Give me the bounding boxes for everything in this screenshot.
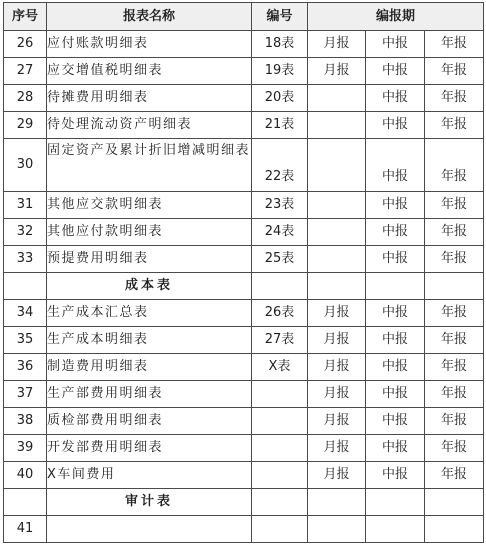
row-midyear-report: 中报 bbox=[366, 435, 425, 462]
row-report-name: 生产部费用明细表 bbox=[47, 381, 252, 408]
row-report-name: 其他应交款明细表 bbox=[47, 192, 252, 219]
section-title: 审计表 bbox=[47, 489, 252, 516]
row-annual-report: 年报 bbox=[425, 381, 484, 408]
table-row bbox=[4, 381, 484, 408]
table-row bbox=[4, 31, 484, 58]
table-cell bbox=[366, 489, 425, 516]
row-midyear-report: 中报 bbox=[366, 58, 425, 85]
report-schedule-table bbox=[3, 2, 484, 543]
row-annual-report: 年报 bbox=[425, 408, 484, 435]
row-annual-report: 年报 bbox=[425, 435, 484, 462]
row-monthly-report bbox=[308, 516, 366, 543]
table-cell bbox=[252, 273, 308, 300]
table-row bbox=[4, 112, 484, 139]
row-midyear-report: 中报 bbox=[366, 462, 425, 489]
row-monthly-report: 月报 bbox=[308, 408, 366, 435]
row-monthly-report bbox=[308, 219, 366, 246]
row-annual-report: 年报 bbox=[425, 58, 484, 85]
row-monthly-report bbox=[308, 139, 366, 192]
row-midyear-report: 中报 bbox=[366, 327, 425, 354]
row-monthly-report: 月报 bbox=[308, 327, 366, 354]
table-body bbox=[4, 31, 484, 543]
row-seq: 27 bbox=[4, 58, 47, 85]
row-monthly-report: 月报 bbox=[308, 462, 366, 489]
row-annual-report: 年报 bbox=[425, 139, 484, 192]
row-report-name: 生产成本汇总表 bbox=[47, 300, 252, 327]
row-report-name: 质检部费用明细表 bbox=[47, 408, 252, 435]
row-seq: 32 bbox=[4, 219, 47, 246]
table-row bbox=[4, 246, 484, 273]
row-midyear-report: 中报 bbox=[366, 31, 425, 58]
row-monthly-report bbox=[308, 112, 366, 139]
row-midyear-report: 中报 bbox=[366, 300, 425, 327]
row-report-name: 待处理流动资产明细表 bbox=[47, 112, 252, 139]
row-midyear-report: 中报 bbox=[366, 408, 425, 435]
row-annual-report bbox=[425, 516, 484, 543]
section-row bbox=[4, 489, 484, 516]
row-seq: 31 bbox=[4, 192, 47, 219]
header-seq: 序号 bbox=[4, 3, 47, 31]
table-cell bbox=[4, 489, 47, 516]
row-report-name: 制造费用明细表 bbox=[47, 354, 252, 381]
table-row bbox=[4, 327, 484, 354]
row-code: 23表 bbox=[252, 192, 308, 219]
row-code: 20表 bbox=[252, 85, 308, 112]
table-header-row bbox=[4, 3, 484, 31]
row-annual-report: 年报 bbox=[425, 31, 484, 58]
row-midyear-report: 中报 bbox=[366, 192, 425, 219]
row-code: 21表 bbox=[252, 112, 308, 139]
table-row bbox=[4, 219, 484, 246]
table-row bbox=[4, 516, 484, 543]
row-code: 25表 bbox=[252, 246, 308, 273]
row-code: 27表 bbox=[252, 327, 308, 354]
row-seq: 29 bbox=[4, 112, 47, 139]
row-midyear-report bbox=[366, 516, 425, 543]
row-seq: 34 bbox=[4, 300, 47, 327]
table-cell bbox=[425, 273, 484, 300]
row-monthly-report: 月报 bbox=[308, 300, 366, 327]
header-report-name: 报表名称 bbox=[47, 3, 252, 31]
row-code: 24表 bbox=[252, 219, 308, 246]
row-seq: 33 bbox=[4, 246, 47, 273]
row-annual-report: 年报 bbox=[425, 462, 484, 489]
table-row bbox=[4, 300, 484, 327]
row-annual-report: 年报 bbox=[425, 300, 484, 327]
row-annual-report: 年报 bbox=[425, 85, 484, 112]
row-seq: 36 bbox=[4, 354, 47, 381]
row-seq: 28 bbox=[4, 85, 47, 112]
row-annual-report: 年报 bbox=[425, 327, 484, 354]
table-cell bbox=[425, 489, 484, 516]
row-seq: 40 bbox=[4, 462, 47, 489]
table-cell bbox=[366, 273, 425, 300]
row-report-name: 待摊费用明细表 bbox=[47, 85, 252, 112]
row-monthly-report: 月报 bbox=[308, 381, 366, 408]
row-seq: 30 bbox=[4, 139, 47, 192]
row-report-name: 固定资产及累计折旧增减明细表 bbox=[47, 139, 252, 192]
row-monthly-report bbox=[308, 246, 366, 273]
row-seq: 39 bbox=[4, 435, 47, 462]
row-report-name: 开发部费用明细表 bbox=[47, 435, 252, 462]
row-annual-report: 年报 bbox=[425, 354, 484, 381]
table-cell bbox=[308, 489, 366, 516]
row-midyear-report: 中报 bbox=[366, 219, 425, 246]
table-cell bbox=[308, 273, 366, 300]
table-row bbox=[4, 354, 484, 381]
row-monthly-report: 月报 bbox=[308, 58, 366, 85]
row-code bbox=[252, 408, 308, 435]
row-code: 19表 bbox=[252, 58, 308, 85]
table-row bbox=[4, 85, 484, 112]
row-annual-report: 年报 bbox=[425, 112, 484, 139]
header-code: 编号 bbox=[252, 3, 308, 31]
row-report-name: 应交增值税明细表 bbox=[47, 58, 252, 85]
row-code: 18表 bbox=[252, 31, 308, 58]
row-seq: 37 bbox=[4, 381, 47, 408]
table-cell bbox=[252, 489, 308, 516]
table-row bbox=[4, 435, 484, 462]
row-midyear-report: 中报 bbox=[366, 139, 425, 192]
row-midyear-report: 中报 bbox=[366, 381, 425, 408]
section-row bbox=[4, 273, 484, 300]
row-seq: 35 bbox=[4, 327, 47, 354]
section-title: 成本表 bbox=[47, 273, 252, 300]
row-code bbox=[252, 435, 308, 462]
row-code: X表 bbox=[252, 354, 308, 381]
row-code: 22表 bbox=[252, 139, 308, 192]
row-report-name: 预提费用明细表 bbox=[47, 246, 252, 273]
row-midyear-report: 中报 bbox=[366, 354, 425, 381]
table-cell bbox=[4, 273, 47, 300]
row-code bbox=[252, 462, 308, 489]
row-monthly-report: 月报 bbox=[308, 354, 366, 381]
row-report-name: 应付账款明细表 bbox=[47, 31, 252, 58]
row-monthly-report bbox=[308, 85, 366, 112]
table-row bbox=[4, 408, 484, 435]
row-annual-report: 年报 bbox=[425, 192, 484, 219]
row-code: 26表 bbox=[252, 300, 308, 327]
row-monthly-report bbox=[308, 192, 366, 219]
row-report-name: 其他应付款明细表 bbox=[47, 219, 252, 246]
table-row bbox=[4, 58, 484, 85]
row-monthly-report: 月报 bbox=[308, 31, 366, 58]
row-code bbox=[252, 516, 308, 543]
row-report-name bbox=[47, 516, 252, 543]
table-row bbox=[4, 139, 484, 192]
table-row bbox=[4, 192, 484, 219]
row-seq: 38 bbox=[4, 408, 47, 435]
row-seq: 41 bbox=[4, 516, 47, 543]
row-monthly-report: 月报 bbox=[308, 435, 366, 462]
row-report-name: 生产成本明细表 bbox=[47, 327, 252, 354]
row-midyear-report: 中报 bbox=[366, 85, 425, 112]
row-seq: 26 bbox=[4, 31, 47, 58]
table-row bbox=[4, 462, 484, 489]
row-midyear-report: 中报 bbox=[366, 246, 425, 273]
row-midyear-report: 中报 bbox=[366, 112, 425, 139]
row-report-name: X车间费用 bbox=[47, 462, 252, 489]
row-annual-report: 年报 bbox=[425, 219, 484, 246]
row-annual-report: 年报 bbox=[425, 246, 484, 273]
row-code bbox=[252, 381, 308, 408]
header-reporting-period: 编报期 bbox=[308, 3, 484, 31]
